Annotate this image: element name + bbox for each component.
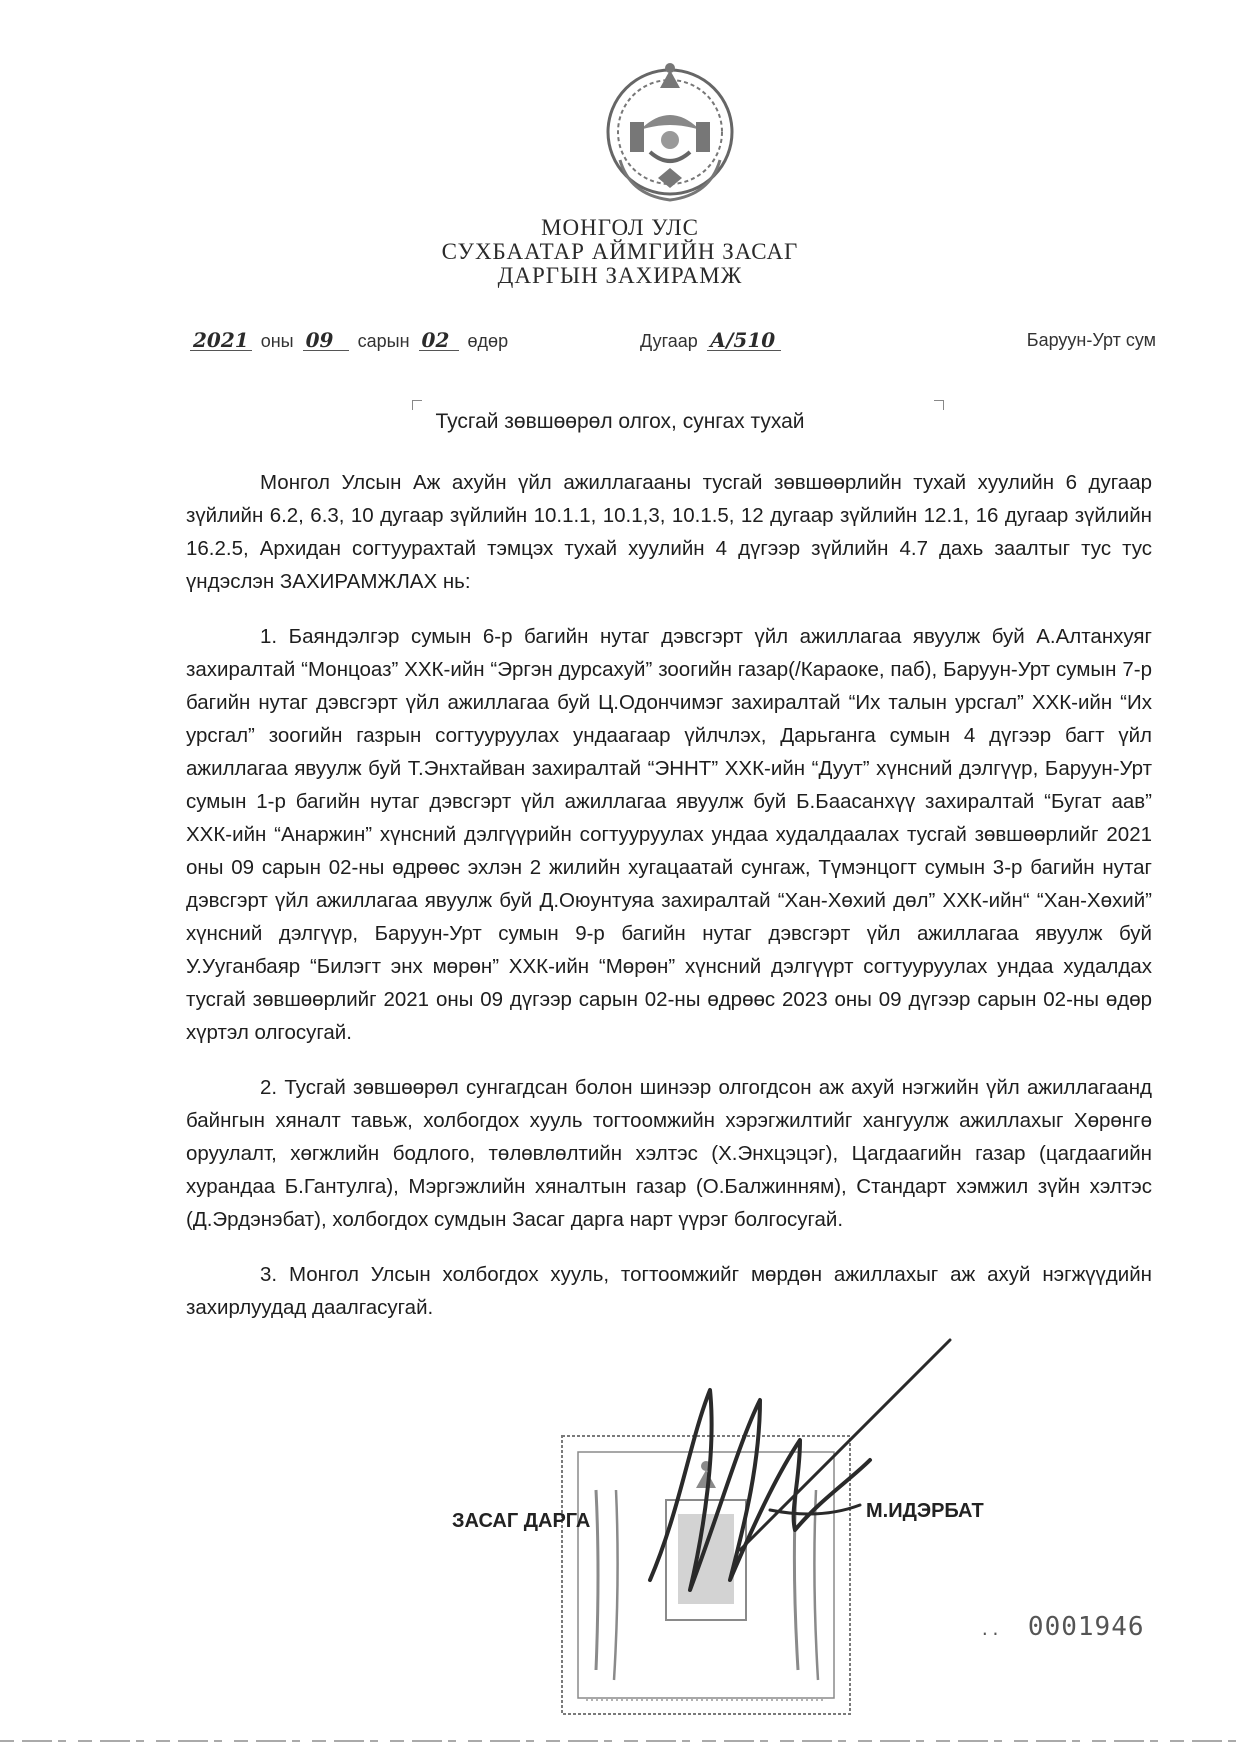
document-date: [190, 330, 512, 352]
body-item-1: 1. Баяндэлгэр сумын 6-р багийн нутаг дэвсгэрт үйл ажиллагаа явуулж буй А.Алтанхуяг захиралтай “Монцоаз” ХХК-ийн “Эргэн дурсахуй” зоогийн газар(/Караоке, паб), Баруун-Урт сумын 7-р багийн нутаг дэвсгэрт үйл ажиллагаа буй Ц.Одончимэг захиралтай “Их талын урсгал” ХХК-ийн “Их урсгал” зоогийн газрын согтууруулах ундаагаар үйлчлэх, Дарьганга сумын 4 дүгээр багт үйл ажиллагаа явуулж буй Т.Энхтайван захиралтай “ЭННТ” ХХК-ийн “Дуут” хүнсний дэлгүүр, Баруун-Урт сумын 1-р багийн нутаг дэвсгэрт үйл ажиллагаа явуулж буй Б.Баасанхүү захиралтай “Бугат аав” ХХК-ийн “Анаржин” хүнсний дэлгүүрийн согтууруулах ундаа худалдаалах тусгай зөвшөөрлийг 2021 оны 09 сарын 02-ны өдрөөс эхлэн 2 жилийн хугацаатай сунгаж, Түмэнцогт сумын 3-р багийн нутаг дэвсгэрт үйл ажиллагаа явуулж буй Д.Оюунтуяа захиралтай “Хан-Хөхий дөл” ХХК-ийн“ “Хан-Хөхий” хүнсний дэлгүүр, Баруун-Урт сумын 9-р багийн нутаг дэвсгэрт үйл ажиллагаа явуулж буй У.Ууганбаяр “Билэгт энх мөрөн” ХХК-ийн “Мөрөн” хүнсний дэлгүүрт согтууруулах ундаа худалдах тусгай зөвшөөрлийг 2021 оны 09 дүгээр сарын 02-ны өдрөөс 2023 оны 09 дүгээр сарын 02-ны өдөр хүртэл олгосугай.: [186, 625, 1152, 1044]
date-month-word: сарын: [357, 331, 410, 351]
date-day: 02: [419, 330, 459, 351]
number-label: Дугаар: [640, 331, 698, 351]
body-item-3: 3. Монгол Улсын холбогдох хууль, тогтоомжийг мөрдөн ажиллахыг аж ахуй нэгжүүдийн захирлуудад даалгасугай.: [186, 1263, 1152, 1319]
subject-corner-right: [934, 400, 944, 410]
date-year-word: оны: [260, 331, 294, 351]
subject-corner-left: [412, 400, 422, 410]
header-authority: СУХБААТАР АЙМГИЙН ЗАСАГ: [441, 239, 799, 264]
serial-value: 0001946: [1027, 1612, 1145, 1642]
state-emblem-icon: [600, 60, 740, 210]
date-day-word: өдөр: [467, 331, 509, 351]
document-header: [0, 216, 1240, 288]
header-country: МОНГОЛ УЛС: [541, 215, 699, 240]
scan-artifact-line: [0, 1738, 1240, 1744]
number-value: А/510: [707, 330, 781, 351]
body-preamble: Монгол Улсын Аж ахуйн үйл ажиллагааны тусгай зөвшөөрлийн тухай хуулийн 6 дугаар зүйлийн 6.2, 6.3, 10 дугаар зүйлийн 10.1.1, 10.1,3, 10.1.5, 12 дугаар зүйлийн 12.1, 16 дугаар зүйлийн 16.2.5, Архидан согтуурахтай тэмцэх тухай хуулийн 4 дүгээр зүйлийн 4.7 дахь заалтыг тус тус үндэслэн ЗАХИРАМЖЛАХ нь:: [186, 471, 1152, 593]
document-number: [636, 330, 781, 352]
serial-marks: ..: [980, 1620, 1002, 1639]
header-doc-type: ДАРГЫН ЗАХИРАМЖ: [497, 263, 743, 288]
date-month: 09: [303, 330, 349, 351]
signatory-title: ЗАСАГ ДАРГА: [452, 1510, 591, 1532]
document-subject: Тусгай зөвшөөрөл олгох, сунгах тухай: [435, 410, 805, 433]
document-body: [186, 466, 1152, 1324]
serial-number: [980, 1612, 1145, 1642]
handwritten-signature-icon: [620, 1330, 960, 1630]
document-place: Баруун-Урт сум: [1026, 330, 1156, 350]
signatory-name: М.ИДЭРБАТ: [866, 1500, 984, 1522]
body-item-2: 2. Тусгай зөвшөөрөл сунгагдсан болон шинээр олгогдсон аж ахуй нэгжийн үйл ажиллагаанд байнгын хяналт тавьж, холбогдох хууль тогтоомжийн хэрэгжилтийг хангуулж ажиллахыг Хөрөнгө оруулалт, хөгжлийн бодлого, төлөвлөлтийн хэлтэс (Х.Энхцэцэг), Цагдаагийн газар (цагдаагийн хурандаа Б.Гантулга), Мэргэжлийн хяналтын газар (О.Балжинням), Стандарт хэмжил зүйн хэлтэс (Д.Эрдэнэбат), холбогдох сумдын Засаг дарга нарт үүрэг болгосугай.: [186, 1076, 1152, 1231]
date-year: 2021: [190, 330, 252, 351]
